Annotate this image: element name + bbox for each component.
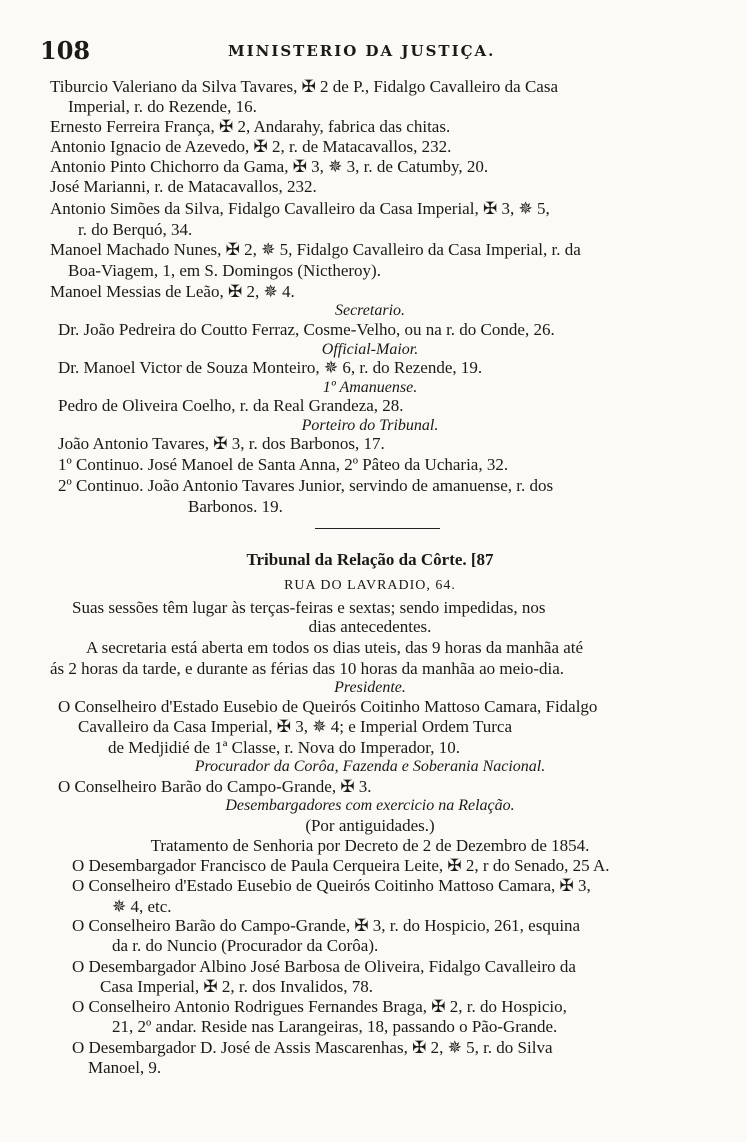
entry-text: O Conselheiro Antonio Rodrigues Fernandes Braga, ✠ 2, r. do Hospicio, [72, 997, 567, 1016]
entry-text: O Desembargador D. José de Assis Mascarenhas, ✠ 2, ✵ 5, r. do Silva [72, 1038, 553, 1057]
entry-text: Barbonos. 19. [188, 497, 283, 516]
entry-text: 1º Continuo. José Manoel de Santa Anna, 2º Pâteo da Ucharia, 32. [58, 455, 509, 474]
address-line: RUA DO LAVRADIO, 64. [284, 578, 456, 593]
section-divider [315, 528, 440, 529]
page-number: 108 [40, 36, 91, 65]
entry-text: Dr. João Pedreira do Coutto Ferraz, Cosme-Velho, ou na r. do Conde, 26. [58, 320, 555, 339]
entry-text: r. do Berquó, 34. [78, 220, 193, 239]
section-heading: Porteiro do Tribunal. [301, 417, 439, 434]
entry-text: Casa Imperial, ✠ 2, r. dos Invalidos, 78. [100, 977, 373, 996]
entry-text: Tiburcio Valeriano da Silva Tavares, ✠ 2 de P., Fidalgo Cavalleiro da Casa [50, 77, 559, 96]
entry-text: Cavalleiro da Casa Imperial, ✠ 3, ✵ 4; e Imperial Ordem Turca [78, 717, 513, 736]
section-heading: 1º Amanuense. [322, 379, 418, 396]
entry-text: Antonio Pinto Chichorro da Gama, ✠ 3, ✵ 3, r. de Catumby, 20. [50, 157, 489, 176]
section-title: Tribunal da Relação da Côrte. [87 [246, 550, 494, 569]
entry-text: Antonio Simões da Silva, Fidalgo Cavalleiro da Casa Imperial, ✠ 3, ✵ 5, [50, 199, 550, 218]
section-heading: Procurador da Corôa, Fazenda e Soberania Nacional. [194, 758, 546, 775]
entry-text: Pedro de Oliveira Coelho, r. da Real Grandeza, 28. [58, 396, 404, 415]
body-text: dias antecedentes. [308, 617, 432, 636]
running-title: MINISTERIO DA JUSTIÇA. [228, 42, 496, 60]
body-text: ás 2 horas da tarde, e durante as férias das 10 horas da manhãa ao meio-dia. [50, 659, 565, 678]
entry-text: Antonio Ignacio de Azevedo, ✠ 2, r. de Matacavallos, 232. [50, 137, 452, 156]
entry-text: O Conselheiro Barão do Campo-Grande, ✠ 3, r. do Hospicio, 261, esquina [72, 916, 581, 935]
entry-text: da r. do Nuncio (Procurador da Corôa). [112, 936, 379, 955]
body-text: A secretaria está aberta em todos os dias uteis, das 9 horas da manhãa até [86, 638, 584, 657]
entry-text: O Conselheiro d'Estado Eusebio de Queirós Coitinho Mattoso Camara, ✠ 3, [72, 876, 591, 895]
entry-text: O Conselheiro d'Estado Eusebio de Queirós Coitinho Mattoso Camara, Fidalgo [58, 697, 598, 716]
entry-text: Ernesto Ferreira França, ✠ 2, Andarahy, fabrica das chitas. [50, 117, 451, 136]
entry-text: Manoel, 9. [88, 1058, 162, 1077]
entry-text: José Marianni, r. de Matacavallos, 232. [50, 177, 317, 196]
section-subheading: (Por antiguidades.) [305, 816, 435, 835]
entry-text: O Desembargador Albino José Barbosa de Oliveira, Fidalgo Cavalleiro da [72, 957, 576, 976]
entry-text: Manoel Messias de Leão, ✠ 2, ✵ 4. [50, 282, 295, 301]
entry-text: 21, 2º andar. Reside nas Larangeiras, 18, passando o Pão-Grande. [112, 1017, 558, 1036]
entry-text: ✵ 4, etc. [112, 897, 172, 916]
entry-text: João Antonio Tavares, ✠ 3, r. dos Barbonos, 17. [58, 434, 385, 453]
entry-text: de Medjidié de 1ª Classe, r. Nova do Imperador, 10. [108, 738, 460, 757]
section-heading: Official-Maior. [321, 341, 419, 358]
section-subheading: Tratamento de Senhoria por Decreto de 2 de Dezembro de 1854. [150, 836, 590, 855]
entry-text: Dr. Manoel Victor de Souza Monteiro, ✵ 6, r. do Rezende, 19. [58, 358, 483, 377]
entry-text: Manoel Machado Nunes, ✠ 2, ✵ 5, Fidalgo Cavalleiro da Casa Imperial, r. da [50, 240, 581, 259]
entry-text: O Desembargador Francisco de Paula Cerqueira Leite, ✠ 2, r do Senado, 25 A. [72, 856, 610, 875]
entry-text: Boa-Viagem, 1, em S. Domingos (Nictheroy). [68, 261, 381, 280]
entry-text: Imperial, r. do Rezende, 16. [68, 97, 257, 116]
entry-text: 2º Continuo. João Antonio Tavares Junior, servindo de amanuense, r. dos [58, 476, 554, 495]
body-text: Suas sessões têm lugar às terças-feiras e sextas; sendo impedidas, nos [72, 598, 546, 617]
entry-text: O Conselheiro Barão do Campo-Grande, ✠ 3. [58, 777, 372, 796]
section-heading: Secretario. [334, 302, 406, 319]
page-header [40, 36, 700, 64]
section-heading: Desembargadores com exercicio na Relação. [225, 797, 515, 814]
section-heading: Presidente. [334, 679, 406, 696]
